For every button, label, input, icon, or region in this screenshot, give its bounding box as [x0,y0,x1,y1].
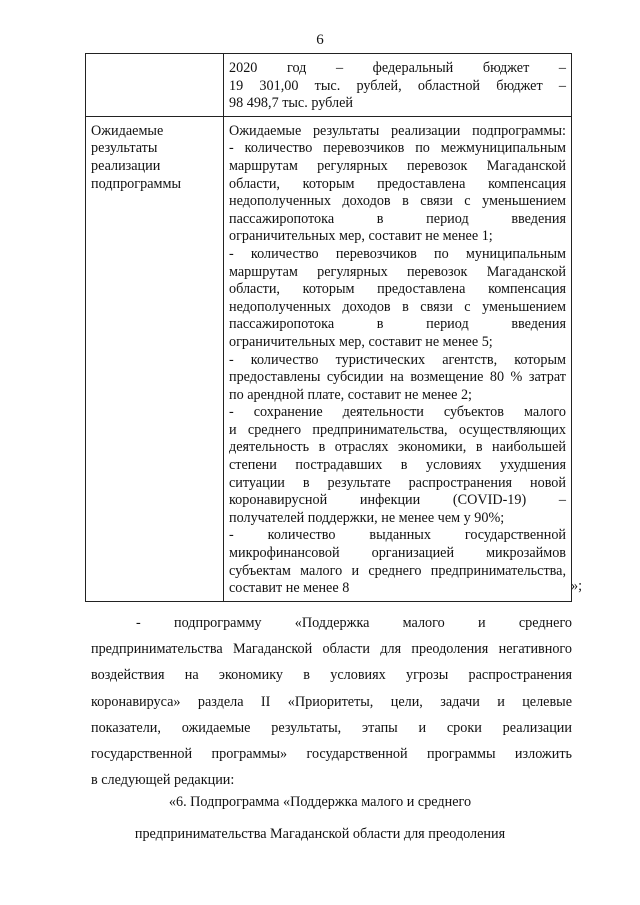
expected-results-line: - количество перевозчиков по межмуниципальным [229,140,566,157]
funding-text-line: 98 498,7 тыс. рублей [229,95,353,112]
body-text: предпринимательства Магаданской области для преодоления негативного [91,641,572,658]
table-row-expected-results [86,116,572,601]
row-funding-content [224,54,572,117]
expected-results-line: маршрутам регулярных перевозок Магаданской [229,263,566,280]
expected-results-line: и среднего предпринимательства, осуществляющих [229,421,566,438]
expected-results-line: деятельность в отраслях экономики, в наибольшей [229,439,566,456]
body-paragraph-line [91,689,572,715]
expected-results-line: - сохранение деятельности субъектов малого [229,404,566,421]
row-label-expected-results [86,116,224,601]
body-text: показатели, ожидаемые результаты, этапы и сроки реализации [91,719,572,736]
closing-quote: »; [571,578,583,594]
row-label-empty [86,54,224,117]
expected-results-line: составит не менее 8 [229,580,350,597]
subprogram-passport-table [85,53,572,602]
expected-results-line: области, которым предоставлена компенсация [229,281,566,298]
expected-results-line: - количество туристических агентств, которым [229,351,566,368]
body-text: в следующей редакции: [91,772,235,789]
row-label-line: Ожидаемые [91,122,164,139]
expected-results-line: - количество выданных государственной [229,527,566,544]
expected-results-line: коронавирусной инфекции (COVID-19) – [229,492,566,509]
heading-line: предпринимательства Магаданской области для преодоления [134,826,506,842]
expected-results-line: предоставлены субсидии на возмещение 80 % затрат [229,369,566,386]
expected-results-line: получателей поддержки, не менее чем у 90%; [229,509,505,526]
body-paragraph-line [91,767,572,793]
expected-results-line: ограничительных мер, составит не менее 1; [229,228,493,245]
expected-results-line: ситуации в результате распространения новой [229,474,566,491]
expected-results-line: недополученных доходов в связи с уменьшением [229,298,566,315]
body-paragraph-line [136,610,572,636]
expected-results-line: по арендной плате, составит не менее 2; [229,386,472,403]
funding-text-line: 2020 год – федеральный бюджет – [229,60,566,76]
expected-results-line: пассажиропотока в период введения [229,210,566,227]
body-text: государственной программы» государственной программы изложить [91,746,572,762]
expected-results-line: Ожидаемые результаты реализации подпрограммы: [229,122,566,139]
row-label-line: подпрограммы [91,175,181,192]
heading-line: «6. Подпрограмма «Поддержка малого и среднего [168,794,472,810]
expected-results-line: степени пострадавших в условиях ухудшения [229,457,566,474]
row-expected-results-content [224,116,572,601]
expected-results-line: субъектам малого и среднего предпринимательства, [229,562,566,579]
body-paragraph-line [91,636,572,662]
body-paragraph-line [91,715,572,741]
body-paragraph-line [91,662,572,688]
body-text: - подпрограмму «Поддержка малого и среднего [136,615,572,631]
page-number: 6 [316,32,324,48]
row-label-line: результаты [91,140,158,157]
expected-results-line: ограничительных мер, составит не менее 5; [229,333,493,350]
funding-text-line: 19 301,00 тыс. рублей, областной бюджет – [229,77,566,94]
expected-results-line: микрофинансовой организацией микрозаймов [229,545,566,562]
expected-results-line: - количество перевозчиков по муниципальным [229,245,566,262]
body-text: коронавируса» раздела II «Приоритеты, цели, задачи и целевые [91,693,572,710]
expected-results-line: пассажиропотока в период введения [229,316,566,333]
row-label-line: реализации [91,157,161,174]
expected-results-line: маршрутам регулярных перевозок Магаданской [229,157,566,174]
expected-results-line: области, которым предоставлена компенсация [229,175,566,192]
body-text: воздействия на экономику в условиях угрозы распространения [91,667,572,684]
table-row-funding [86,54,572,117]
body-paragraph-line [91,741,572,767]
expected-results-line: недополученных доходов в связи с уменьшением [229,193,566,210]
